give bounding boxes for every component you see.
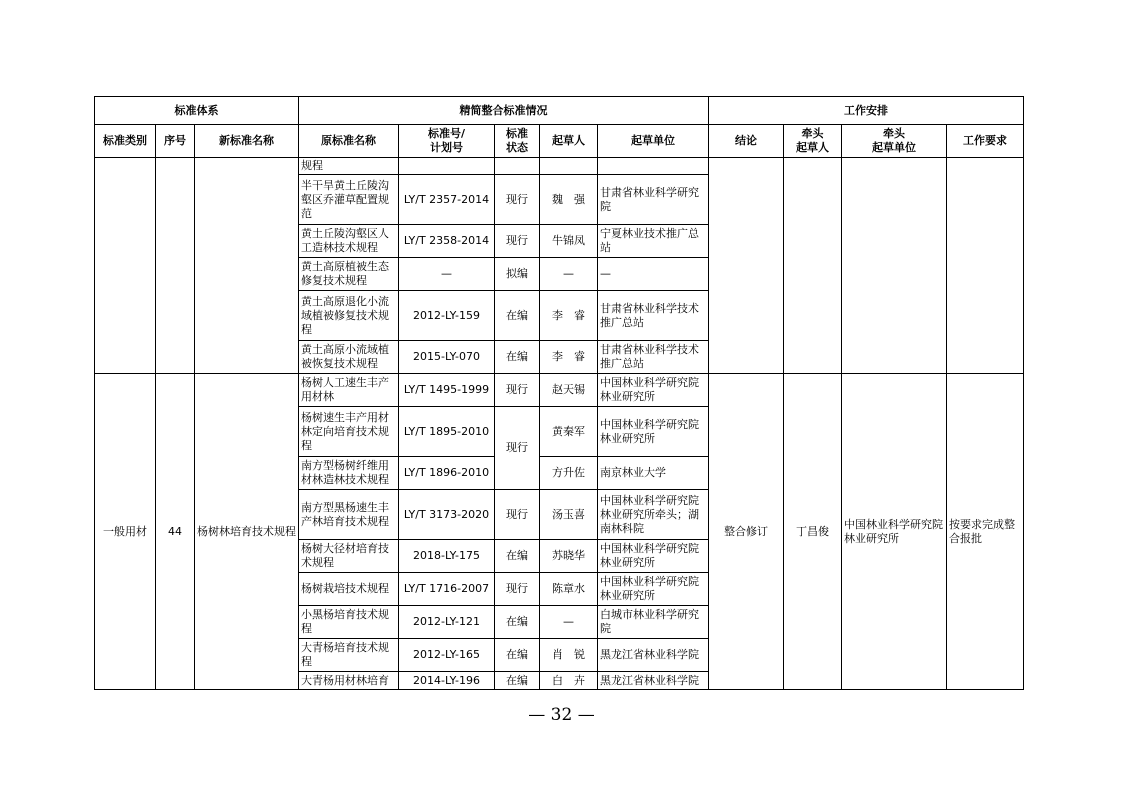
table-row (95, 158, 1024, 175)
status: 现行 (495, 374, 540, 407)
drafter: 李 睿 (540, 341, 598, 374)
orig-name: 黄土高原退化小流域植被修复技术规程 (299, 291, 399, 341)
drafter-unit: 中国林业科学研究院林业研究所 (598, 374, 709, 407)
drafter-unit: 甘肃省林业科学技术推广总站 (598, 291, 709, 341)
status: 现行 (495, 407, 540, 490)
orig-name: 黄土丘陵沟壑区人工造林技术规程 (299, 225, 399, 258)
g1-lead-drafter (784, 158, 842, 374)
status: 在编 (495, 639, 540, 672)
drafter: 方升佐 (540, 457, 598, 490)
status: 现行 (495, 490, 540, 540)
drafter-unit: 中国林业科学研究院林业研究所 (598, 540, 709, 573)
orig-name: 小黑杨培育技术规程 (299, 606, 399, 639)
orig-name: 半干旱黄土丘陵沟壑区乔灌草配置规范 (299, 175, 399, 225)
col-new-name: 新标准名称 (195, 125, 299, 158)
status (495, 158, 540, 175)
drafter: 李 睿 (540, 291, 598, 341)
orig-name: 杨树速生丰产用材林定向培育技术规程 (299, 407, 399, 457)
status: 现行 (495, 175, 540, 225)
drafter: 赵天锡 (540, 374, 598, 407)
g1-requirement (947, 158, 1024, 374)
drafter-unit: 宁夏林业技术推广总站 (598, 225, 709, 258)
std-no (399, 158, 495, 175)
status: 在编 (495, 606, 540, 639)
std-no: 2012-LY-165 (399, 639, 495, 672)
drafter: 苏晓华 (540, 540, 598, 573)
drafter (540, 158, 598, 175)
drafter-unit: 甘肃省林业科学研究院 (598, 175, 709, 225)
table-row (95, 374, 1024, 407)
std-no: 2015-LY-070 (399, 341, 495, 374)
drafter-unit: 南京林业大学 (598, 457, 709, 490)
header-standard-system: 标准体系 (95, 97, 299, 125)
orig-name: 南方型黑杨速生丰产林培育技术规程 (299, 490, 399, 540)
drafter: 黄秦军 (540, 407, 598, 457)
std-no: LY/T 3173-2020 (399, 490, 495, 540)
g1-category (95, 158, 156, 374)
status: 在编 (495, 672, 540, 690)
drafter: — (540, 258, 598, 291)
drafter: 白 卉 (540, 672, 598, 690)
orig-name: 杨树栽培技术规程 (299, 573, 399, 606)
drafter-unit: 黑龙江省林业科学院 (598, 672, 709, 690)
std-no: LY/T 2358-2014 (399, 225, 495, 258)
drafter-unit: 甘肃省林业科学技术推广总站 (598, 341, 709, 374)
drafter: 魏 强 (540, 175, 598, 225)
orig-name: 规程 (299, 158, 399, 175)
drafter-unit: 中国林业科学研究院林业研究所牵头；湖南林科院 (598, 490, 709, 540)
std-no: — (399, 258, 495, 291)
drafter-unit: 白城市林业科学研究院 (598, 606, 709, 639)
orig-name: 黄土高原小流域植被恢复技术规程 (299, 341, 399, 374)
header-work-arrangement: 工作安排 (709, 97, 1024, 125)
drafter: 陈章水 (540, 573, 598, 606)
drafter: 牛锦凤 (540, 225, 598, 258)
status: 现行 (495, 225, 540, 258)
status: 在编 (495, 341, 540, 374)
orig-name: 杨树人工速生丰产用材林 (299, 374, 399, 407)
lead-drafter: 丁昌俊 (784, 374, 842, 690)
status: 在编 (495, 291, 540, 341)
orig-name: 杨树大径材培育技术规程 (299, 540, 399, 573)
standards-table (94, 96, 1024, 690)
g1-conclusion (709, 158, 784, 374)
std-no: LY/T 1495-1999 (399, 374, 495, 407)
std-no: 2012-LY-121 (399, 606, 495, 639)
header-streamline-situation: 精简整合标准情况 (299, 97, 709, 125)
std-no: 2014-LY-196 (399, 672, 495, 690)
work-requirement: 按要求完成整合报批 (947, 374, 1024, 690)
col-requirement: 工作要求 (947, 125, 1024, 158)
col-lead-drafter: 牵头 起草人 (784, 125, 842, 158)
status: 现行 (495, 573, 540, 606)
col-conclusion: 结论 (709, 125, 784, 158)
status: 在编 (495, 540, 540, 573)
orig-name: 南方型杨树纤维用材林造林技术规程 (299, 457, 399, 490)
g1-new-name (195, 158, 299, 374)
new-standard-name: 杨树林培育技术规程 (195, 374, 299, 690)
standard-category: 一般用材 (95, 374, 156, 690)
col-status: 标准 状态 (495, 125, 540, 158)
col-drafter: 起草人 (540, 125, 598, 158)
header-row-columns (95, 125, 1024, 158)
drafter: — (540, 606, 598, 639)
col-category: 标准类别 (95, 125, 156, 158)
g1-lead-unit (842, 158, 947, 374)
std-no: LY/T 1716-2007 (399, 573, 495, 606)
drafter-unit: 中国林业科学研究院林业研究所 (598, 573, 709, 606)
drafter: 肖 锐 (540, 639, 598, 672)
std-no: LY/T 2357-2014 (399, 175, 495, 225)
std-no: 2012-LY-159 (399, 291, 495, 341)
drafter-unit (598, 158, 709, 175)
drafter-unit: — (598, 258, 709, 291)
orig-name: 黄土高原植被生态修复技术规程 (299, 258, 399, 291)
page-number: — 32 — (528, 705, 595, 725)
std-no: LY/T 1895-2010 (399, 407, 495, 457)
orig-name: 大青杨培育技术规程 (299, 639, 399, 672)
drafter: 汤玉喜 (540, 490, 598, 540)
std-no: LY/T 1896-2010 (399, 457, 495, 490)
col-orig-name: 原标准名称 (299, 125, 399, 158)
status: 拟编 (495, 258, 540, 291)
std-no: 2018-LY-175 (399, 540, 495, 573)
drafter-unit: 黑龙江省林业科学院 (598, 639, 709, 672)
sequence-number: 44 (156, 374, 195, 690)
drafter-unit: 中国林业科学研究院林业研究所 (598, 407, 709, 457)
g1-seq (156, 158, 195, 374)
col-std-no: 标准号/ 计划号 (399, 125, 495, 158)
col-seq: 序号 (156, 125, 195, 158)
lead-unit: 中国林业科学研究院林业研究所 (842, 374, 947, 690)
conclusion: 整合修订 (709, 374, 784, 690)
col-drafter-unit: 起草单位 (598, 125, 709, 158)
col-lead-unit: 牵头 起草单位 (842, 125, 947, 158)
orig-name: 大青杨用材林培育 (299, 672, 399, 690)
header-row-groups (95, 97, 1024, 125)
